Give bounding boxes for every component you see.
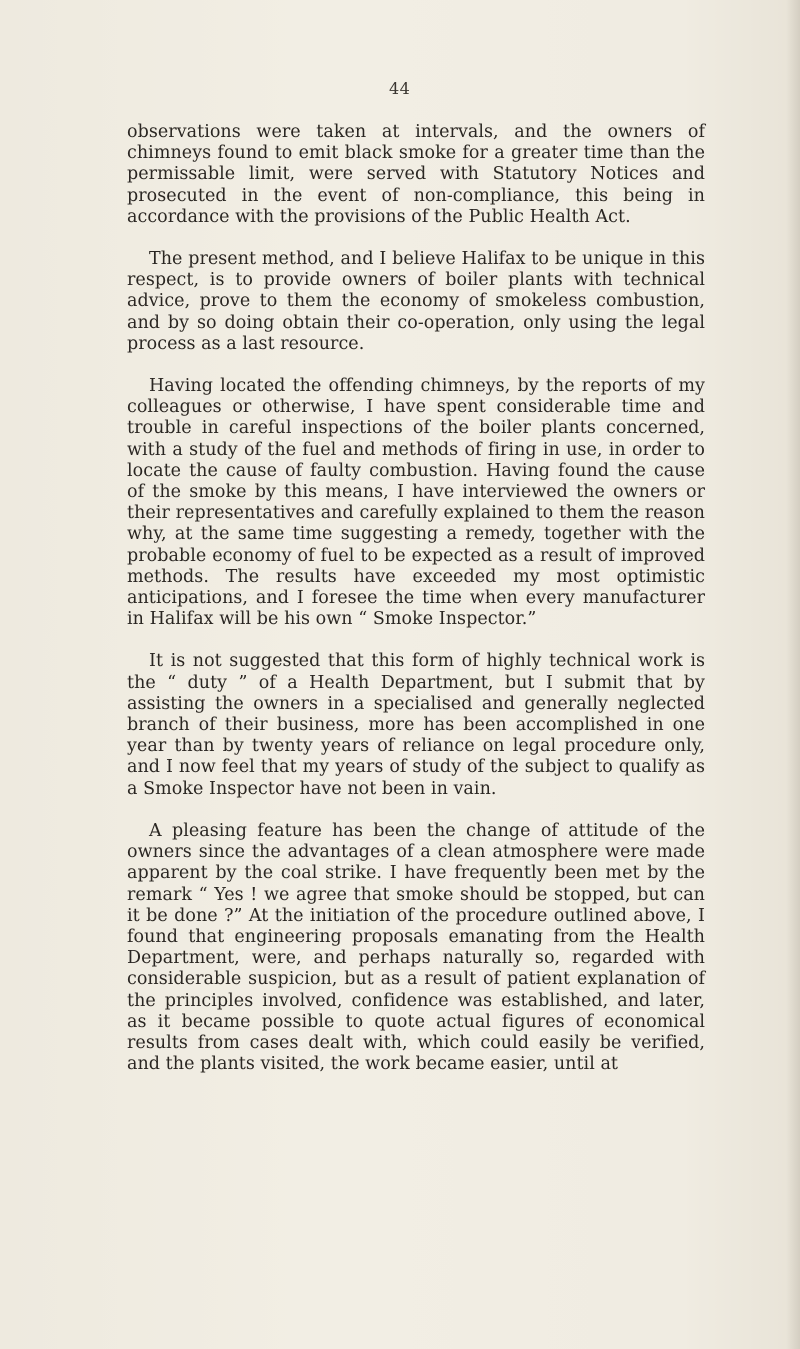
paragraph-3: Having located the offending chimneys, by the reports of my colleagues or otherwise, I have spent considerable time and trouble in careful inspections of the boiler plants concerned, with a study of the fuel and methods of firing in use, in order to locate the cause of faulty combustion. Having found the cause of the smoke by this means, I have interviewed the owners or their representatives and carefully explained to them the reason why, at the same time suggesting a remedy, together with the probable economy of fuel to be expected as a result of improved methods. The results have exceeded my most optimistic anticipations, and I foresee the time when every manufacturer in Halifax will be his own “ Smoke Inspector.” bbox=[127, 376, 705, 630]
paragraph-4: It is not suggested that this form of highly technical work is the “ duty ” of a Health Department, but I submit that by assisting the owners in a specialised and generally neglected branch of their business, more has been accomplished in one year than by twenty years of reliance on legal procedure only, and I now feel that my years of study of the subject to qualify as a Smoke Inspector have not been in vain. bbox=[127, 651, 705, 799]
paragraph-5: A pleasing feature has been the change of attitude of the owners since the advantages of a clean atmosphere were made apparent by the coal strike. I have frequently been met by the remark “ Yes ! we agree that smoke should be stopped, but can it be done ?” At the initiation of the procedure outlined above, I found that engineering proposals emanating from the Health Department, were, and perhaps naturally so, regarded with considerable suspicion, but as a result of patient explanation of the principles involved, confidence was established, and later, as it became possible to quote actual figures of economical results from cases dealt with, which could easily be verified, and the plants visited, the work became easier, until at bbox=[127, 820, 705, 1075]
page-number: 44 bbox=[389, 79, 411, 98]
page-edge-shadow bbox=[786, 0, 800, 1349]
paragraph-1: observations were taken at intervals, and the owners of chimneys found to emit black smoke for a greater time than the permissable limit, were served with Statutory Notices and prosecuted in the event of non-compliance, this being in accordance with the provisions of the Public Health Act. bbox=[127, 122, 705, 227]
paragraph-2: The present method, and I believe Halifax to be unique in this respect, is to provide owners of boiler plants with technical advice, prove to them the economy of smokeless combustion, and by so doing obtain their co-operation, only using the legal process as a last resource. bbox=[127, 249, 705, 354]
body-text bbox=[127, 122, 705, 1075]
